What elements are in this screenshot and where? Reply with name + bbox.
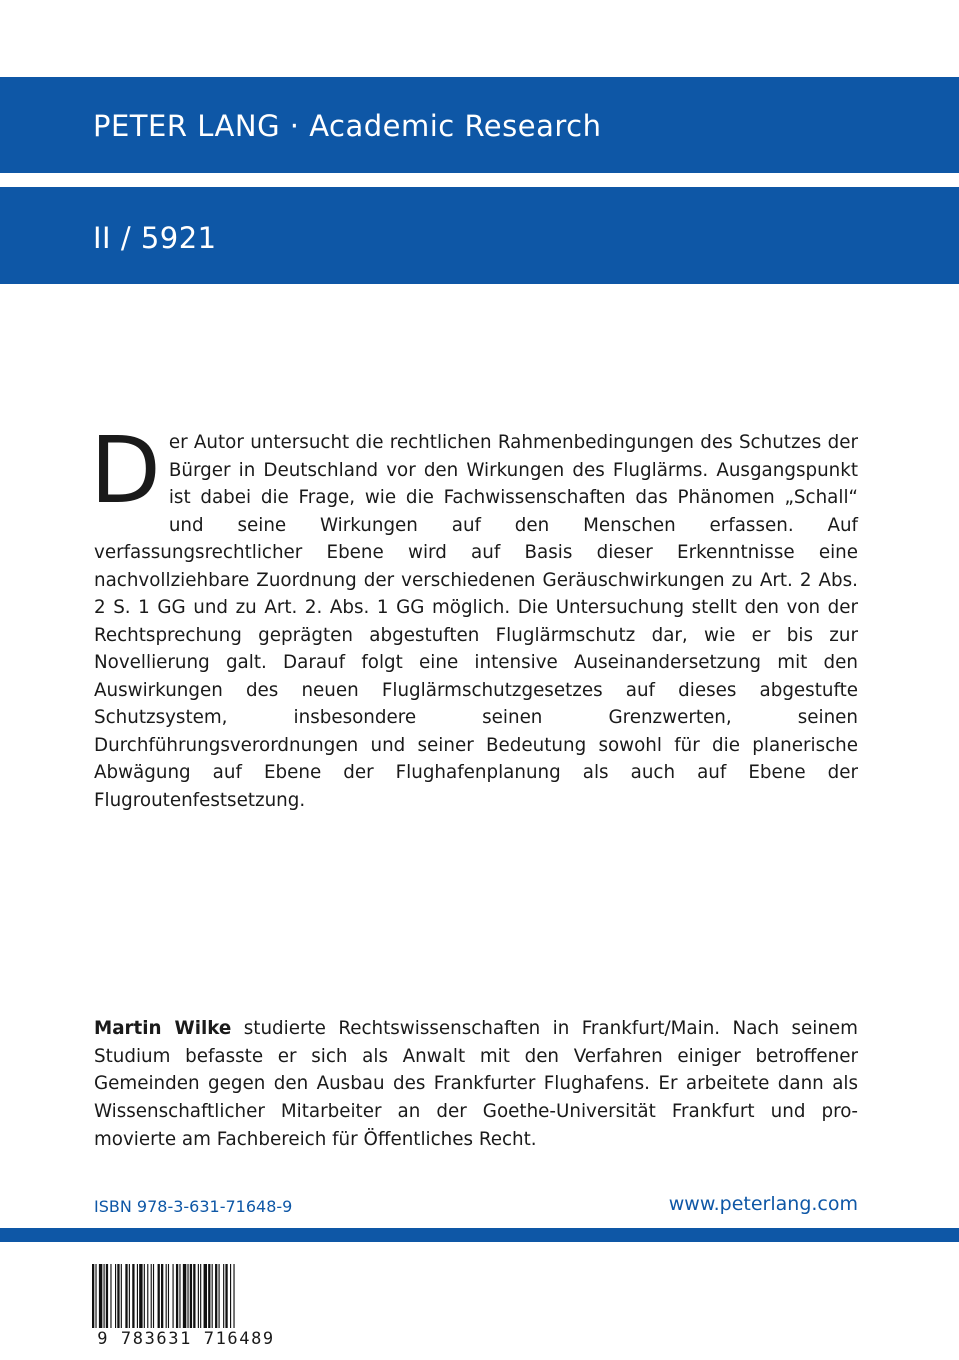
barcode-digits: 9 783631 716489 — [88, 1328, 284, 1350]
isbn: ISBN 978-3-631-71648-9 — [94, 1197, 293, 1216]
book-description — [90, 417, 858, 814]
series-band — [0, 77, 959, 173]
volume-number: II / 5921 — [93, 221, 217, 255]
barcode — [88, 1262, 284, 1350]
author-name: Martin Wilke — [94, 1018, 232, 1039]
drop-cap: D — [90, 417, 161, 524]
description-text: er Autor untersucht die rechtlichen Rahmenbedingungen des Schutzes der Bürger in Deutschland vor den Wirkungen des Fluglärms. Ausgangspunkt ist dabei die Frage, wie die Fachwissenschaften das Phänomen „Schall“ und seine Wirkungen auf den Menschen erfassen. Auf verfassungsrechtlicher Ebene wird auf Basis dieser Erkenntnisse eine nachvollziehbare Zuordnung der verschiedenen Geräuschwirkungen zu Art. 2 Abs. 2 S. 1 GG und zu Art. 2. Abs. 1 GG möglich. Die Untersuchung stellt den von der Rechtsprechung geprägten abgestuften Fluglärmschutz dar, wie er bis zur Novellierung galt. Darauf folgt eine intensive Auseinandersetzung mit den Auswirkungen des neuen Fluglärmschutzgesetzes auf dieses abgestufte Schutzsystem, insbesondere seinen Grenzwerten, seinen Durchführungsverordnungen und seiner Bedeutung sowohl für die planerische Abwägung auf Ebene der Flughafenplanung als auch auf Ebene der Flugroutenfestsetzung. — [94, 432, 858, 811]
publisher-url: www.peterlang.com — [668, 1193, 858, 1215]
volume-band — [0, 187, 959, 284]
series-title: PETER LANG · Academic Research — [93, 109, 602, 143]
footer-rule — [0, 1228, 959, 1242]
author-bio-text: studierte Rechtswissenschaften in Frankfurt/Main. Nach seinem Studium befasste er sich als Anwalt mit den Verfahren einiger betroffener Gemeinden gegen den Ausbau des Frankfurter Flughafens. Er arbeitete dann als Wissenschaftlicher Mitarbeiter an der Goethe-Universität Frankfurt und promovierte am Fachbereich für Öffentliches Recht. — [94, 1018, 858, 1150]
author-bio — [94, 1015, 858, 1154]
